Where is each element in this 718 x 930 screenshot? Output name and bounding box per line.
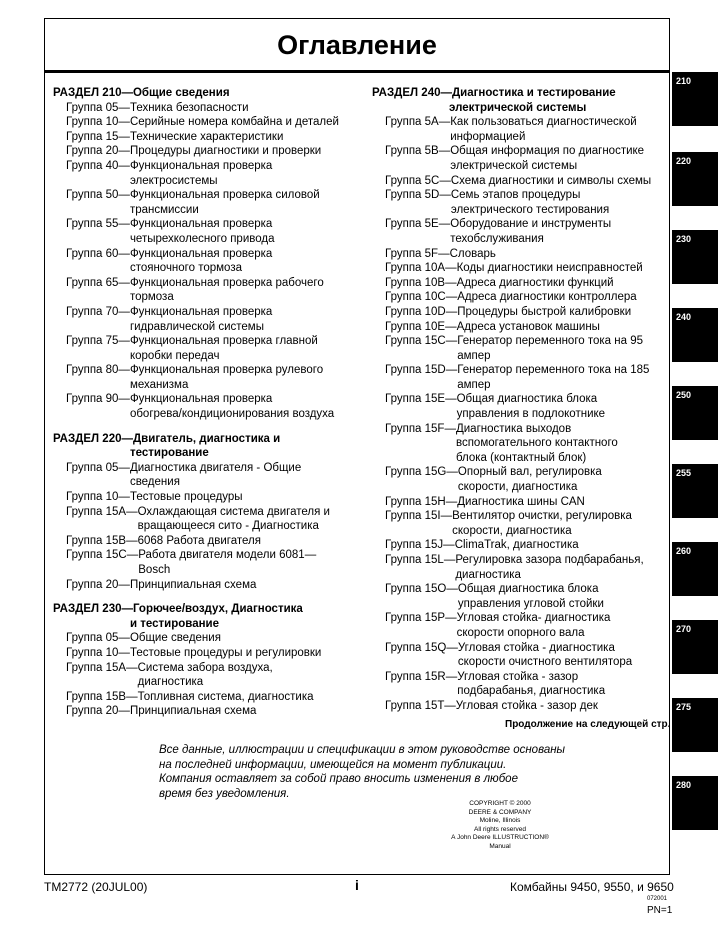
group-number: Группа 15В— <box>66 690 138 703</box>
note-line: время без уведомления. <box>159 787 290 800</box>
group-title-line: Bosch <box>138 564 171 576</box>
group-number: Группа 10— <box>66 491 130 504</box>
section-title: РАЗДЕЛ 230—Горючее/воздух, Диагностика <box>53 603 303 616</box>
group-title-line: Оборудование и инструменты <box>450 218 612 231</box>
group-title-wrap <box>138 690 314 705</box>
footer-doc-id: TM2772 (20JUL00) <box>44 880 148 894</box>
group-title-line: Адреса диагностики функций <box>456 276 614 289</box>
copyright-line: All rights reserved <box>473 825 527 833</box>
group-title-line: Функциональная проверка силовой <box>129 189 320 202</box>
section-gap <box>53 422 363 432</box>
group-title-line: Работа двигателя модели 6081— <box>138 549 317 562</box>
group-title-wrap <box>456 699 598 714</box>
group-title-wrap <box>138 548 316 577</box>
group-title-wrap <box>457 290 636 305</box>
group-number: Группа 15В— <box>66 534 138 547</box>
group-title-line: Функциональная проверка рабочего <box>129 276 324 289</box>
section-title-cont: и тестирование <box>130 617 220 630</box>
toc-entry <box>372 495 668 510</box>
toc-entry <box>372 261 668 276</box>
group-title-line: скорости, диагностика <box>457 481 578 494</box>
group-number: Группа 15Н— <box>385 495 458 508</box>
footer-model: Комбайны 9450, 9550, и 9650 <box>510 880 674 894</box>
group-title-line: Схема диагностики и символы схемы <box>450 174 652 187</box>
group-title-line: Процедуры быстрой калибровки <box>457 305 632 318</box>
group-title-line: Генератор переменного тока на 185 <box>457 364 650 377</box>
group-number: Группа 15С— <box>66 549 139 562</box>
toc-entry <box>53 276 363 305</box>
toc-entry <box>53 334 363 363</box>
footer-date-code: 072001 <box>647 896 668 902</box>
toc-entry <box>372 247 668 262</box>
group-title-line: коробки передач <box>129 349 220 362</box>
group-number: Группа 70— <box>66 305 130 318</box>
group-title-line: гидравлической системы <box>129 320 264 333</box>
group-title-line: Функциональная проверка <box>129 218 273 231</box>
group-title-line: Принципиальная схема <box>129 578 257 591</box>
toc-entry <box>372 334 668 363</box>
group-title-line: Регулировка зазора подбарабанья, <box>455 554 644 566</box>
group-title-wrap <box>130 101 249 116</box>
toc-entry <box>372 305 668 320</box>
toc-entry <box>53 115 363 130</box>
toc-entry <box>372 670 668 699</box>
section-title-cont: тестирование <box>130 447 209 460</box>
toc-entry <box>53 661 363 690</box>
group-title-line: Тестовые процедуры <box>129 491 243 504</box>
group-title-line: управления в подлокотнике <box>456 408 606 421</box>
group-number: Группа 15А— <box>66 661 138 674</box>
group-title-line: Общая информация по диагностике <box>450 145 645 158</box>
toc-entry <box>53 490 363 505</box>
group-title-line: Словарь <box>449 247 496 260</box>
group-title-line: Техника безопасности <box>129 101 249 114</box>
toc-entry <box>372 115 668 144</box>
group-title-wrap <box>458 641 632 670</box>
toc-entry <box>372 553 668 582</box>
toc-entry <box>372 392 668 421</box>
group-title-line: Функциональная проверка <box>129 159 273 172</box>
group-title-line: информацией <box>450 130 526 143</box>
toc-entry <box>372 509 668 538</box>
group-number: Группа 15С— <box>385 335 458 348</box>
toc-entry <box>53 101 363 116</box>
group-title-wrap <box>130 490 243 505</box>
group-title-wrap <box>138 505 330 534</box>
group-number: Группа 10С— <box>385 291 458 304</box>
toc-entry <box>372 144 668 173</box>
note-line: Компания оставляет за собой право вносить изменения в любое <box>159 773 518 786</box>
toc-entry <box>372 188 668 217</box>
toc-entry <box>53 646 363 661</box>
group-title-line: вспомогательного контактного <box>455 437 618 450</box>
group-number: Группа 15J— <box>385 539 455 552</box>
group-title-wrap <box>130 334 318 363</box>
group-title-wrap <box>457 276 614 291</box>
group-title-line: Охлаждающая система двигателя и <box>137 505 330 518</box>
toc-entry <box>53 578 363 593</box>
group-number: Группа 20— <box>66 705 130 718</box>
group-title-line: 6068 Работа двигателя <box>137 534 261 547</box>
group-title-line: трансмиссии <box>129 203 199 216</box>
group-number: Группа 10D— <box>385 305 458 318</box>
group-title-wrap <box>130 276 324 305</box>
group-title-wrap <box>455 538 579 553</box>
toc-entry <box>53 159 363 188</box>
section-tab: 210 <box>672 72 718 126</box>
group-title-line: тормоза <box>129 291 174 304</box>
group-title-line: Диагностика двигателя - Общие <box>129 461 302 474</box>
group-title-line: диагностика <box>137 676 204 689</box>
group-title-line: Адреса диагностики контроллера <box>457 291 637 304</box>
section-tab: 260 <box>672 542 718 596</box>
group-number: Группа 15G— <box>385 466 458 479</box>
copyright-line: Moline, Illinois <box>479 817 521 825</box>
continued-note: Продолжение на следующей стр. <box>505 719 671 730</box>
toc-entry <box>372 641 668 670</box>
group-number: Группа 15А— <box>66 505 138 518</box>
group-number: Группа 10— <box>66 116 130 129</box>
group-title-wrap <box>130 704 256 719</box>
group-title-wrap <box>138 661 273 690</box>
group-title-wrap <box>450 144 644 173</box>
section-tab: 270 <box>672 620 718 674</box>
group-number: Группа 20— <box>66 578 130 591</box>
toc-entry <box>53 690 363 705</box>
group-title-wrap <box>450 217 611 246</box>
group-title-line: Угловая стойка - зазор дек <box>455 699 598 712</box>
group-title-wrap <box>130 188 320 217</box>
group-title-line: Генератор переменного тока на 95 <box>457 335 644 348</box>
section-tabs <box>672 72 718 830</box>
toc-entry <box>372 276 668 291</box>
group-number: Группа 10В— <box>385 276 457 289</box>
section-heading <box>372 86 668 115</box>
group-title-line: электрической системы <box>450 159 578 172</box>
group-title-wrap <box>457 261 643 276</box>
group-title-line: Семь этапов процедуры <box>450 189 581 202</box>
section-title: РАЗДЕЛ 240—Диагностика и тестирование <box>372 87 616 99</box>
group-title-wrap <box>457 670 605 699</box>
group-title-line: ампер <box>457 349 491 362</box>
toc-entry <box>53 534 363 549</box>
group-title-wrap <box>130 247 272 276</box>
section-tab: 280 <box>672 776 718 830</box>
group-number: Группа 15Р— <box>385 612 457 625</box>
group-title-line: диагностика <box>455 568 521 581</box>
toc-entry <box>372 465 668 494</box>
group-title-line: ClimaTrak, диагностика <box>454 539 579 552</box>
group-number: Группа 55— <box>66 218 130 231</box>
toc-entry <box>372 217 668 246</box>
toc-entry <box>372 582 668 611</box>
toc-entry <box>53 704 363 719</box>
group-number: Группа 15I— <box>385 510 453 523</box>
toc-entry <box>372 174 668 189</box>
toc-entry <box>372 320 668 335</box>
group-number: Группа 5Е— <box>385 218 451 231</box>
group-title-line: стояночного тормоза <box>129 262 242 275</box>
group-title-wrap <box>130 646 321 661</box>
group-title-line: скорости опорного вала <box>456 626 585 639</box>
toc-entry <box>372 422 668 466</box>
group-title-line: скорости очистного вентилятора <box>457 656 633 669</box>
toc-entry <box>372 363 668 392</box>
group-number: Группа 05— <box>66 632 130 645</box>
group-title-line: подбарабанья, диагностика <box>457 685 606 698</box>
group-title-wrap <box>455 553 643 582</box>
group-number: Группа 5В— <box>385 145 451 158</box>
group-number: Группа 15O— <box>385 583 458 596</box>
group-title-line: Принципиальная схема <box>129 705 257 718</box>
toc-entry <box>53 247 363 276</box>
page-title: Оглавление <box>277 30 437 60</box>
group-title-line: Коды диагностики неисправностей <box>456 262 643 275</box>
group-title-line: Угловая стойка- диагностика <box>456 612 611 625</box>
group-title-wrap <box>451 188 609 217</box>
toc-entry <box>372 290 668 305</box>
group-title-line: Как пользоваться диагностической <box>450 116 637 129</box>
group-number: Группа 5D— <box>385 189 451 202</box>
group-title-line: Функциональная проверка главной <box>129 335 318 348</box>
group-number: Группа 40— <box>66 159 130 172</box>
group-title-wrap <box>458 465 602 494</box>
group-title-line: сведения <box>129 476 180 489</box>
group-title-line: Тестовые процедуры и регулировки <box>129 646 322 659</box>
group-title-line: Технические характеристики <box>129 130 284 143</box>
toc-entry <box>53 130 363 145</box>
group-title-line: Топливная система, диагностика <box>137 690 314 703</box>
group-number: Группа 75— <box>66 335 130 348</box>
group-title-line: электрического тестирования <box>450 203 610 216</box>
group-title-wrap <box>457 334 643 363</box>
group-title-line: Общая диагностика блока <box>456 393 598 406</box>
note-line: на последней информации, имеющейся на момент публикации. <box>159 758 507 771</box>
section-tab: 220 <box>672 152 718 206</box>
group-title-line: Угловая стойка - зазор <box>457 670 579 683</box>
group-number: Группа 15Q— <box>385 641 458 654</box>
group-number: Группа 5А— <box>385 116 451 129</box>
toc-entry <box>53 188 363 217</box>
toc-left-column <box>53 86 363 719</box>
group-number: Группа 5F— <box>385 247 450 260</box>
group-title-wrap <box>130 631 221 646</box>
group-title-line: ампер <box>457 378 491 391</box>
group-title-line: Диагностика шины CAN <box>457 495 585 508</box>
group-title-line: скорости, диагностика <box>452 524 572 537</box>
group-number: Группа 20— <box>66 145 130 158</box>
group-number: Группа 10— <box>66 646 130 659</box>
group-number: Группа 15Т— <box>385 699 456 712</box>
toc-entry <box>53 217 363 246</box>
group-title-line: вращающееся сито - Диагностика <box>137 520 319 533</box>
group-title-line: Функциональная проверка <box>129 305 273 318</box>
group-title-line: Функциональная проверка <box>129 393 273 406</box>
section-heading <box>53 86 363 101</box>
group-title-wrap <box>130 392 334 421</box>
group-title-line: Система забора воздуха, <box>137 661 273 674</box>
section-heading <box>53 432 363 461</box>
group-title-wrap <box>130 217 275 246</box>
group-title-wrap <box>130 159 272 188</box>
group-title-line: Угловая стойка - диагностика <box>457 641 615 654</box>
footer-pn: PN=1 <box>647 905 673 916</box>
footer-page-number: i <box>355 877 359 893</box>
copyright-line: DEERE & COMPANY <box>468 808 532 816</box>
group-number: Группа 90— <box>66 393 130 406</box>
group-number: Группа 05— <box>66 461 130 474</box>
group-number: Группа 50— <box>66 189 130 202</box>
group-title-line: Общие сведения <box>129 632 221 645</box>
group-number: Группа 15R— <box>385 670 458 683</box>
group-title-wrap <box>130 461 301 490</box>
group-title-wrap <box>457 611 611 640</box>
group-title-wrap <box>450 115 637 144</box>
toc-entry <box>53 505 363 534</box>
group-title-line: обогрева/кондиционирования воздуха <box>129 408 335 421</box>
group-number: Группа 5С— <box>385 174 451 187</box>
group-title-line: Общая диагностика блока <box>457 583 599 596</box>
group-number: Группа 15L— <box>385 554 456 566</box>
section-tab: 255 <box>672 464 718 518</box>
group-title-line: Серийные номера комбайна и деталей <box>129 116 339 129</box>
group-title-wrap <box>457 495 585 510</box>
section-title: РАЗДЕЛ 220—Двигатель, диагностика и <box>53 432 281 445</box>
section-tab: 275 <box>672 698 718 752</box>
section-tab: 230 <box>672 230 718 284</box>
group-title-wrap <box>450 247 496 262</box>
group-title-wrap <box>458 582 604 611</box>
section-heading <box>53 602 363 631</box>
toc-entry <box>53 631 363 646</box>
group-number: Группа 65— <box>66 276 130 289</box>
group-title-line: четырехколесного привода <box>129 232 275 245</box>
toc-entry <box>53 392 363 421</box>
group-number: Группа 15— <box>66 130 130 143</box>
section-title-cont: электрической системы <box>449 101 587 114</box>
section-gap <box>53 592 363 602</box>
group-number: Группа 60— <box>66 247 130 260</box>
group-number: Группа 15F— <box>385 422 456 435</box>
group-title-wrap <box>130 363 323 392</box>
group-title-wrap <box>451 174 651 189</box>
toc-entry <box>53 305 363 334</box>
group-title-line: Диагностика выходов <box>455 422 572 435</box>
toc-entry <box>53 548 363 577</box>
group-number: Группа 15D— <box>385 364 458 377</box>
group-title-wrap <box>130 144 321 159</box>
group-title-line: Вентилятор очистки, регулировка <box>452 510 632 523</box>
title-rule <box>44 70 670 73</box>
copyright-line: COPYRIGHT © 2000 <box>469 800 531 807</box>
group-title-line: механизма <box>129 378 189 391</box>
group-title-line: Процедуры диагностики и проверки <box>129 145 322 158</box>
group-title-line: Опорный вал, регулировка <box>457 466 602 479</box>
group-title-wrap <box>457 392 605 421</box>
group-title-wrap <box>130 305 272 334</box>
copyright-block <box>440 800 560 852</box>
group-number: Группа 80— <box>66 364 130 377</box>
group-title-wrap <box>130 115 339 130</box>
group-title-wrap <box>138 534 261 549</box>
group-title-wrap <box>457 305 631 320</box>
group-title-wrap <box>130 578 256 593</box>
copyright-line: A John Deere ILLUSTRUCTION® Manual <box>451 834 549 850</box>
group-title-wrap <box>130 130 283 145</box>
toc-entry <box>372 699 668 714</box>
group-number: Группа 15Е— <box>385 393 457 406</box>
group-title-wrap <box>456 422 618 466</box>
group-title-line: блока (контактный блок) <box>455 451 587 464</box>
group-title-wrap <box>457 363 649 392</box>
group-number: Группа 10А— <box>385 262 457 275</box>
group-number: Группа 10Е— <box>385 320 457 333</box>
group-title-wrap <box>452 509 632 538</box>
section-tab: 250 <box>672 386 718 440</box>
section-title: РАЗДЕЛ 210—Общие сведения <box>53 87 230 99</box>
disclaimer-note <box>159 743 579 801</box>
toc-entry <box>53 461 363 490</box>
toc-entry <box>53 363 363 392</box>
group-title-line: управления угловой стойки <box>457 597 604 610</box>
group-title-line: электросистемы <box>129 174 218 187</box>
toc-entry <box>53 144 363 159</box>
toc-entry <box>372 611 668 640</box>
group-title-line: Функциональная проверка <box>129 247 273 260</box>
section-tab: 240 <box>672 308 718 362</box>
toc-right-column <box>372 86 668 714</box>
group-title-line: техобслуживания <box>450 232 544 245</box>
group-title-line: Функциональная проверка рулевого <box>129 364 324 377</box>
group-title-wrap <box>457 320 600 335</box>
group-number: Группа 05— <box>66 101 130 114</box>
toc-entry <box>372 538 668 553</box>
note-line: Все данные, иллюстрации и спецификации в этом руководстве основаны <box>159 744 566 756</box>
group-title-line: Адреса установок машины <box>456 320 600 333</box>
